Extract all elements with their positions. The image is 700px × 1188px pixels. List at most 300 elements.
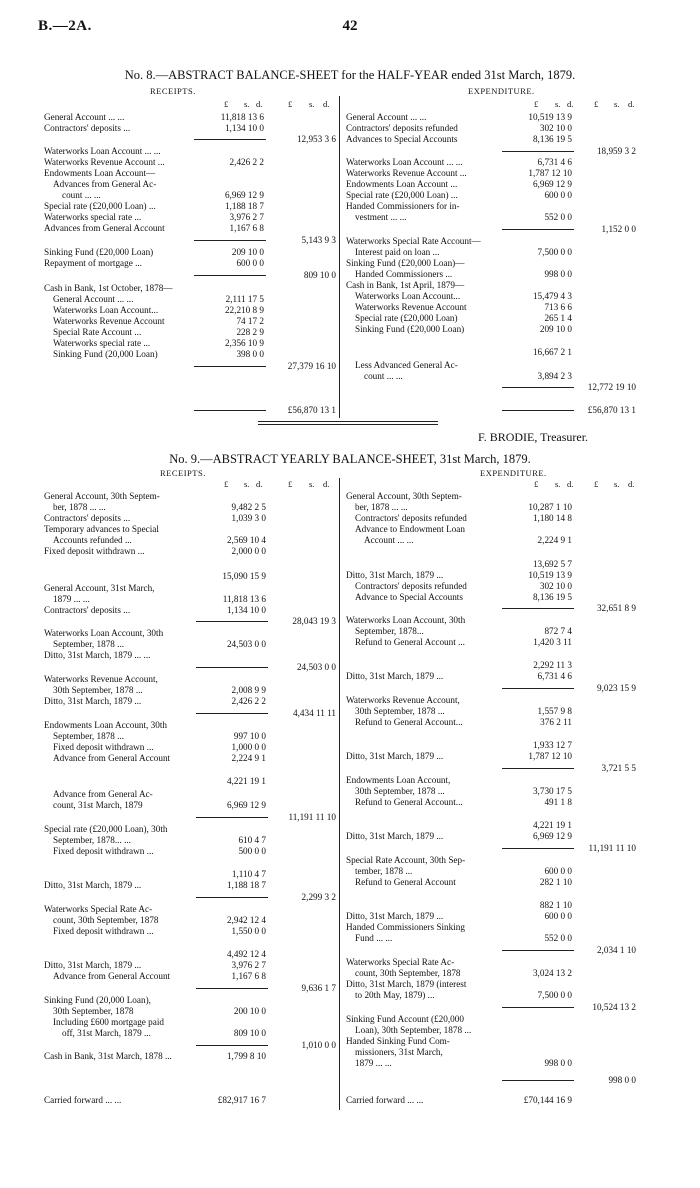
row-amount: 1,152 0 0: [599, 224, 636, 235]
s8-expenditure-row: [346, 371, 638, 382]
row-amount: 8,136 19 5: [530, 134, 572, 145]
row-amount: 2,426 2 2: [229, 696, 266, 707]
s9-left-currency-heading: d.: [256, 479, 263, 489]
row-amount: 209 10 0: [229, 247, 264, 258]
s8-left-currency-heading: £: [288, 99, 293, 109]
s8-expenditure-row: [346, 168, 638, 179]
row-amount: 1,000 0 0: [229, 742, 266, 753]
s8-expenditure-row: [346, 269, 638, 280]
s9-right-currency-heading: s.: [614, 479, 620, 489]
row-amount: 9,482 2 5: [229, 502, 266, 513]
row-amount: 6,731 4 6: [535, 157, 572, 168]
s9-receipts-row: [44, 915, 336, 926]
s9-receipts-row: [44, 1017, 336, 1028]
s8-receipts-row: [44, 305, 336, 316]
s9-expenditure-row: [346, 570, 638, 581]
row-label: Advances to Special Accounts: [346, 134, 458, 144]
row-amount: 6,969 12 9: [224, 800, 266, 811]
s9-receipts-row: [44, 605, 336, 616]
row-amount: 809 10 0: [301, 270, 336, 281]
row-label: Waterworks Special Rate Ac-: [44, 904, 153, 914]
s9-expenditure-row: [346, 592, 638, 603]
row-label: Waterworks Special Rate Account—: [346, 236, 481, 246]
row-amount: 5,143 9 3: [299, 235, 336, 246]
s8-expenditure-row: [346, 302, 638, 313]
s9-receipts-row: [44, 971, 336, 982]
row-amount: 1,134 10 0: [222, 123, 264, 134]
row-label: Refund to General Account...: [355, 717, 463, 727]
s9-expenditure-row: [346, 1014, 638, 1025]
s8-receipts-row: [44, 258, 336, 269]
row-label: Waterworks Revenue Account ...: [346, 168, 467, 178]
s9-receipts-row: [44, 1095, 336, 1106]
s9-expenditure-row: [346, 683, 638, 694]
s8-receipts-row: [44, 134, 336, 145]
s9-receipts-row: [44, 1051, 336, 1062]
s9-left-currency-heading: £: [288, 479, 293, 489]
row-amount: 600 0 0: [541, 866, 572, 877]
row-label: Ditto, 31st March, 1879 ...: [346, 831, 444, 841]
row-amount: 10,519 13 9: [525, 112, 572, 123]
s9-expenditure-row: [346, 1036, 638, 1047]
row-label: September, 1878...: [355, 626, 424, 636]
s9-left-currency-heading: £: [224, 479, 229, 489]
row-label: Special Rate Account ...: [53, 327, 142, 337]
row-amount: 11,818 13 6: [218, 112, 264, 123]
s9-receipts-row: [44, 616, 336, 627]
row-label: Advance from General Ac-: [53, 789, 153, 799]
row-amount: 302 10 0: [537, 581, 572, 592]
row-label: Sinking Fund (£20,000 Loan)—: [346, 258, 465, 268]
s8-receipts-row: [44, 212, 336, 223]
row-label: Advance to Special Accounts: [355, 592, 463, 602]
s9-receipts-row: [44, 1040, 336, 1051]
s8-expenditure-row: [346, 212, 638, 223]
row-label: Waterworks Revenue Account: [355, 302, 467, 312]
row-amount: 1,110 4 7: [229, 869, 266, 880]
row-label: Sinking Fund (20,000 Loan): [53, 349, 158, 359]
s9-receipts-row: [44, 708, 336, 719]
row-amount: 3,730 17 5: [530, 786, 572, 797]
row-amount: 713 6 6: [541, 302, 572, 313]
row-label: Waterworks special rate ...: [53, 338, 151, 348]
s8-expenditure-row: [346, 236, 638, 247]
s8-expenditure-row: [346, 146, 638, 157]
s8-receipts-row: [44, 201, 336, 212]
row-label: 1879 ... ...: [53, 594, 90, 604]
row-amount: 265 1 4: [541, 313, 572, 324]
row-amount: £82,917 16 7: [215, 1095, 266, 1106]
s9-left-currency-heading: s.: [309, 479, 315, 489]
s9-receipts-row: [44, 696, 336, 707]
row-label: General Account ... ...: [53, 294, 134, 304]
row-amount: 610 4 7: [235, 835, 266, 846]
row-label: Temporary advances to Special: [44, 524, 159, 534]
row-label: Contractors' deposits refunded: [355, 581, 467, 591]
row-amount: 2,224 9 1: [535, 535, 572, 546]
s9-receipts-row: [44, 720, 336, 731]
s9-expenditure-row: [346, 1002, 638, 1013]
s9-expenditure-row: [346, 933, 638, 944]
s9-receipts-row: [44, 869, 336, 880]
s9-expenditure-row: [346, 968, 638, 979]
row-label: Cash in Bank, 1st April, 1879—: [346, 280, 465, 290]
row-label: Refund to General Account: [355, 877, 456, 887]
row-label: Ditto, 31st March, 1879 ...: [346, 570, 444, 580]
s9-expenditure-row: [346, 945, 638, 956]
s9-expenditure-row: [346, 535, 638, 546]
s8-double-rule: [258, 421, 438, 425]
row-amount: 10,519 13 9: [525, 570, 572, 581]
page-number: 42: [342, 18, 358, 34]
s8-receipts-row: [44, 223, 336, 234]
row-amount: 1,167 6 8: [227, 223, 264, 234]
row-label: Contractors' deposits ...: [44, 513, 131, 523]
row-amount: 398 0 0: [233, 349, 264, 360]
s8-receipts-row: [44, 316, 336, 327]
row-label: Cash in Bank, 31st March, 1878 ...: [44, 1051, 172, 1061]
row-label: Special rate (£20,000 Loan), 30th: [44, 824, 168, 834]
s9-receipts-row: [44, 824, 336, 835]
row-label: General Account ... ...: [44, 112, 125, 122]
row-label: Ditto, 31st March, 1879 (interest: [346, 979, 467, 989]
s8-receipts-row: [44, 123, 336, 134]
s9-receipts-row: [44, 650, 336, 661]
row-amount: 3,024 13 2: [530, 968, 572, 979]
row-amount: 2,356 10 9: [222, 338, 264, 349]
s8-right-currency-heading: s.: [555, 99, 561, 109]
row-amount: 2,224 9 1: [229, 753, 266, 764]
s8-expenditure-row: [346, 258, 638, 269]
s8-expenditure-row: [346, 291, 638, 302]
s8-receipts-row: [44, 270, 336, 281]
row-label: Waterworks Revenue Account ...: [44, 157, 165, 167]
s8-left-currency-heading: d.: [323, 99, 330, 109]
row-amount: 3,721 5 5: [599, 763, 636, 774]
row-label: Ditto, 31st March, 1879 ...: [346, 671, 444, 681]
s9-receipts-row: [44, 535, 336, 546]
s9-expenditure-row: [346, 979, 638, 990]
s9-receipts-row: [44, 812, 336, 823]
row-amount: 12,953 3 6: [294, 134, 336, 145]
row-label: count, 30th September, 1878: [355, 968, 461, 978]
s9-expenditure-row: [346, 491, 638, 502]
s9-expenditure-row: [346, 831, 638, 842]
s9-receipts-row: [44, 524, 336, 535]
s9-receipts-heading: RECEIPTS.: [160, 468, 206, 478]
s9-expenditure-row: [346, 1095, 638, 1106]
row-label: ber, 1878 ... ...: [53, 502, 106, 512]
row-amount: 27,379 16 10: [285, 361, 336, 372]
row-amount: 1,188 18 7: [222, 201, 264, 212]
row-label: Waterworks Loan Account...: [355, 291, 461, 301]
s9-expenditure-row: [346, 524, 638, 535]
row-amount: 1,420 3 11: [530, 637, 572, 648]
row-amount: 882 1 10: [537, 900, 572, 911]
row-label: 30th September, 1878: [53, 1006, 134, 1016]
s8-right-currency-heading: £: [534, 99, 539, 109]
row-amount: 24,503 0 0: [294, 662, 336, 673]
s9-receipts-row: [44, 926, 336, 937]
s8-expenditure-row: [346, 224, 638, 235]
treasurer-signature: F. BRODIE, Treasurer.: [478, 430, 589, 444]
row-amount: 491 1 8: [541, 797, 572, 808]
row-amount: 28,043 19 3: [289, 616, 336, 627]
s8-receipts-heading: RECEIPTS.: [150, 86, 196, 96]
s9-receipts-row: [44, 835, 336, 846]
s9-expenditure-row: [346, 695, 638, 706]
s9-right-currency-heading: s.: [555, 479, 561, 489]
s8-receipts-row: [44, 190, 336, 201]
s8-receipts-row: [44, 235, 336, 246]
row-label: to 20th May, 1879) ...: [355, 990, 435, 1000]
row-amount: £70,144 16 9: [521, 1095, 572, 1106]
s9-receipts-row: [44, 513, 336, 524]
row-amount: 13,692 5 7: [530, 559, 572, 570]
s8-expenditure-row: [346, 201, 638, 212]
s9-expenditure-row: [346, 990, 638, 1001]
s8-receipts-row: [44, 112, 336, 123]
s9-receipts-row: [44, 502, 336, 513]
row-label: Ditto, 31st March, 1879 ... ...: [44, 650, 151, 660]
row-amount: 2,292 11 3: [530, 660, 572, 671]
row-label: Waterworks Special Rate Ac-: [346, 957, 455, 967]
s9-expenditure-row: [346, 559, 638, 570]
row-amount: 7,500 0 0: [535, 247, 572, 258]
s9-expenditure-row: [346, 820, 638, 831]
row-label: General Account, 31st March,: [44, 583, 155, 593]
s9-receipts-row: [44, 731, 336, 742]
s9-receipts-row: [44, 662, 336, 673]
row-label: Ditto, 31st March, 1879 ...: [44, 696, 142, 706]
row-label: General Account, 30th Septem-: [44, 491, 160, 501]
s9-receipts-row: [44, 546, 336, 557]
s9-receipts-row: [44, 960, 336, 971]
row-label: Refund to General Account ...: [355, 637, 465, 647]
row-label: Waterworks Revenue Account: [53, 316, 165, 326]
row-amount: 809 10 0: [231, 1028, 266, 1039]
s8-right-currency-heading: £: [594, 99, 599, 109]
row-label: Accounts refunded ...: [53, 535, 132, 545]
s8-expenditure-row: [346, 313, 638, 324]
row-amount: 600 0 0: [541, 190, 572, 201]
row-amount: 4,221 19 1: [224, 776, 266, 787]
s9-receipts-row: [44, 491, 336, 502]
s8-title: No. 8.—ABSTRACT BALANCE-SHEET for the HALF-YEAR ended 31st March, 1879.: [124, 68, 576, 82]
row-amount: 24,503 0 0: [224, 639, 266, 650]
s9-expenditure-row: [346, 1058, 638, 1069]
row-amount: 872 7 4: [541, 626, 572, 637]
s8-receipts-row: [44, 179, 336, 190]
row-amount: 4,434 11 11: [290, 708, 336, 719]
row-amount: 600 0 0: [233, 258, 264, 269]
s9-expenditure-row: [346, 603, 638, 614]
s9-receipts-row: [44, 995, 336, 1006]
s8-right-currency-heading: d.: [628, 99, 635, 109]
row-label: 30th September, 1878 ...: [355, 786, 445, 796]
row-amount: 16,667 2 1: [530, 347, 572, 358]
s8-receipts-row: [44, 294, 336, 305]
row-label: Contractors' deposits ...: [44, 123, 131, 133]
row-amount: 2,299 3 2: [299, 892, 336, 903]
row-amount: 228 2 9: [233, 327, 264, 338]
row-label: Advance from General Account: [53, 753, 171, 763]
row-amount: 10,287 1 10: [525, 502, 572, 513]
row-label: Waterworks Loan Account ... ...: [44, 146, 161, 156]
row-label: Endowments Loan Account, 30th: [44, 720, 167, 730]
s8-receipts-row: [44, 146, 336, 157]
row-label: Ditto, 31st March, 1879 ...: [44, 880, 142, 890]
row-label: September, 1878 ...: [53, 639, 125, 649]
row-label: tember, 1878 ...: [355, 866, 413, 876]
row-label: Endowments Loan Account—: [44, 168, 156, 178]
row-amount: 6,969 12 9: [530, 831, 572, 842]
s9-expenditure-row: [346, 797, 638, 808]
s8-receipts-row: [44, 327, 336, 338]
row-amount: 32,651 8 9: [594, 603, 636, 614]
s9-column-divider: [339, 478, 340, 1110]
row-amount: 12,772 19 10: [585, 382, 636, 393]
row-label: Handed Commissioners Sinking: [346, 922, 465, 932]
row-amount: 7,500 0 0: [535, 990, 572, 1001]
row-label: Sinking Fund Account (£20,000: [346, 1014, 464, 1024]
s9-expenditure-row: [346, 581, 638, 592]
row-amount: £56,870 13 1: [285, 405, 336, 416]
row-label: Fixed deposit withdrawn ...: [53, 926, 154, 936]
row-label: count ... ...: [364, 371, 403, 381]
row-label: count ... ...: [62, 190, 101, 200]
s9-expenditure-row: [346, 660, 638, 671]
row-label: Advance from General Account: [53, 971, 171, 981]
row-amount: 15,090 15 9: [219, 571, 266, 582]
s9-receipts-row: [44, 789, 336, 800]
row-amount: 2,008 9 9: [229, 685, 266, 696]
s9-receipts-row: [44, 639, 336, 650]
s8-receipts-row: [44, 247, 336, 258]
row-amount: 376 2 11: [537, 717, 572, 728]
row-label: Waterworks Loan Account...: [53, 305, 159, 315]
row-label: Special rate (£20,000 Loan) ...: [346, 190, 458, 200]
s9-expenditure-row: [346, 957, 638, 968]
row-label: Loan), 30th September, 1878 ...: [355, 1025, 472, 1035]
row-label: Sinking Fund (20,000 Loan),: [44, 995, 151, 1005]
s8-receipts-row: [44, 361, 336, 372]
s9-receipts-row: [44, 892, 336, 903]
s9-receipts-row: [44, 753, 336, 764]
s8-expenditure-row: [346, 324, 638, 335]
row-amount: 600 0 0: [541, 911, 572, 922]
row-amount: 9,636 1 7: [299, 983, 336, 994]
s9-expenditure-row: [346, 866, 638, 877]
row-label: Repayment of mortgage ...: [44, 258, 142, 268]
s9-expenditure-row: [346, 843, 638, 854]
row-label: 30th September, 1878 ...: [355, 706, 445, 716]
row-label: Endowments Loan Account ...: [346, 179, 458, 189]
s8-left-currency-heading: d.: [256, 99, 263, 109]
s8-receipts-row: [44, 338, 336, 349]
s9-receipts-row: [44, 583, 336, 594]
row-amount: 74 17 2: [233, 316, 264, 327]
s9-receipts-row: [44, 776, 336, 787]
row-label: Waterworks Loan Account ... ...: [346, 157, 463, 167]
row-label: Handed Sinking Fund Com-: [346, 1036, 450, 1046]
row-amount: 3,894 2 3: [535, 371, 572, 382]
s8-left-currency-heading: £: [224, 99, 229, 109]
row-label: Contractors' deposits ...: [44, 605, 131, 615]
row-label: Sinking Fund (£20,000 Loan): [44, 247, 154, 257]
s8-receipts-row: [44, 157, 336, 168]
row-amount: 552 0 0: [541, 212, 572, 223]
row-label: count, 30th September, 1878: [53, 915, 159, 925]
row-label: Less Advanced General Ac-: [355, 360, 458, 370]
s9-title: No. 9.—ABSTRACT YEARLY BALANCE-SHEET, 31st March, 1879.: [169, 452, 531, 466]
row-label: Waterworks Revenue Account,: [44, 674, 158, 684]
s9-receipts-row: [44, 742, 336, 753]
s8-expenditure-row: [346, 190, 638, 201]
row-label: Contractors' deposits refunded: [346, 123, 458, 133]
row-label: Cash in Bank, 1st October, 1878—: [44, 283, 173, 293]
s8-expenditure-heading: EXPENDITURE.: [468, 86, 535, 96]
row-label: Special rate (£20,000 Loan): [355, 313, 458, 323]
s8-right-currency-heading: s.: [614, 99, 620, 109]
row-label: September, 1878... ...: [53, 835, 131, 845]
s9-receipts-row: [44, 594, 336, 605]
s9-expenditure-row: [346, 626, 638, 637]
s9-receipts-row: [44, 571, 336, 582]
row-label: General Account, 30th Septem-: [346, 491, 462, 501]
row-amount: 11,191 11 10: [585, 843, 636, 854]
s8-expenditure-row: [346, 112, 638, 123]
s9-receipts-row: [44, 846, 336, 857]
row-amount: 6,969 12 9: [530, 179, 572, 190]
row-label: Waterworks Revenue Account,: [346, 695, 460, 705]
s9-receipts-row: [44, 904, 336, 915]
s9-receipts-row: [44, 674, 336, 685]
row-label: Special rate (£20,000 Loan) ...: [44, 201, 156, 211]
s9-receipts-row: [44, 1028, 336, 1039]
row-label: Account ... ...: [364, 535, 414, 545]
s9-receipts-row: [44, 983, 336, 994]
row-amount: 6,731 4 6: [535, 671, 572, 682]
row-label: Waterworks Loan Account, 30th: [346, 615, 466, 625]
s9-left-currency-heading: s.: [244, 479, 250, 489]
s9-expenditure-row: [346, 1075, 638, 1086]
row-label: Carried forward ... ...: [44, 1095, 122, 1105]
row-label: 1879 ... ...: [355, 1058, 392, 1068]
row-label: Fixed deposit withdrawn ...: [44, 546, 145, 556]
s9-receipts-row: [44, 880, 336, 891]
s8-expenditure-row: [346, 157, 638, 168]
s9-right-currency-heading: d.: [567, 479, 574, 489]
row-amount: 1,010 0 0: [299, 1040, 336, 1051]
s9-left-currency-heading: d.: [323, 479, 330, 489]
s9-expenditure-row: [346, 922, 638, 933]
s8-expenditure-row: [346, 347, 638, 358]
s8-receipts-row: [44, 349, 336, 360]
row-label: Ditto, 31st March, 1879 ...: [44, 960, 142, 970]
s9-expenditure-row: [346, 671, 638, 682]
s8-receipts-row: [44, 405, 336, 416]
row-amount: 282 1 10: [537, 877, 572, 888]
s9-receipts-row: [44, 949, 336, 960]
s9-receipts-row: [44, 800, 336, 811]
s9-receipts-row: [44, 628, 336, 639]
row-amount: 15,479 4 3: [530, 291, 572, 302]
row-amount: 8,136 19 5: [530, 592, 572, 603]
row-label: 30th September, 1878 ...: [53, 685, 143, 695]
row-label: Handed Commissioners for in-: [346, 201, 460, 211]
row-label: Carried forward ... ...: [346, 1095, 424, 1105]
